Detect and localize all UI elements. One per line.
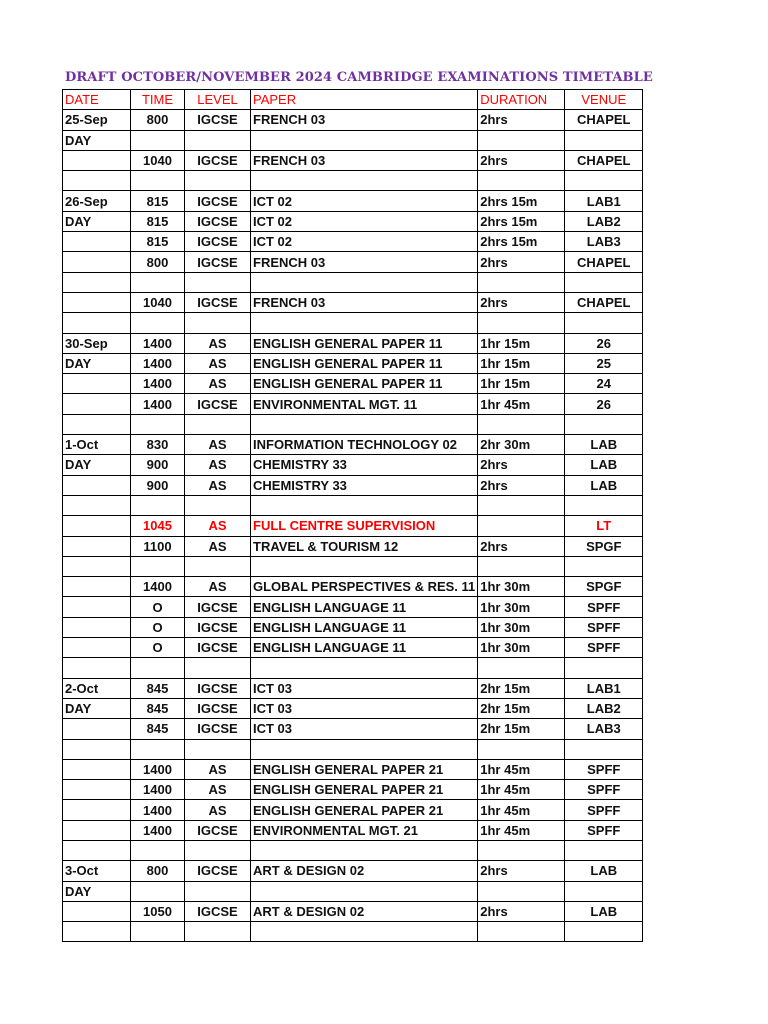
- cell-time: 1400: [131, 333, 185, 353]
- cell-time: 1400: [131, 374, 185, 394]
- cell-time: [131, 414, 185, 434]
- cell-duration: 1hr 15m: [478, 374, 565, 394]
- cell-duration: 1hr 30m: [478, 638, 565, 658]
- table-row: [63, 678, 643, 698]
- cell-duration: [478, 658, 565, 678]
- cell-time: 1100: [131, 536, 185, 556]
- table-row: [63, 495, 643, 515]
- cell-level: AS: [185, 577, 251, 597]
- header-date: DATE: [63, 90, 131, 110]
- cell-time: [131, 658, 185, 678]
- cell-paper: ENVIRONMENTAL MGT. 11: [251, 394, 478, 414]
- table-row: [63, 232, 643, 252]
- cell-time: [131, 922, 185, 942]
- cell-venue: [565, 922, 643, 942]
- table-row: [63, 861, 643, 881]
- cell-level: [185, 739, 251, 759]
- cell-venue: SPFF: [565, 638, 643, 658]
- cell-time: 1400: [131, 759, 185, 779]
- cell-date: [63, 374, 131, 394]
- cell-paper: [251, 556, 478, 576]
- cell-time: [131, 272, 185, 292]
- table-row: [63, 719, 643, 739]
- cell-duration: 1hr 45m: [478, 820, 565, 840]
- table-row: [63, 800, 643, 820]
- cell-date: [63, 272, 131, 292]
- cell-paper: ICT 02: [251, 211, 478, 231]
- cell-date: [63, 475, 131, 495]
- cell-paper: ICT 03: [251, 678, 478, 698]
- table-row: [63, 617, 643, 637]
- cell-paper: ICT 03: [251, 698, 478, 718]
- cell-paper: FRENCH 03: [251, 150, 478, 170]
- cell-level: IGCSE: [185, 394, 251, 414]
- cell-time: 845: [131, 678, 185, 698]
- cell-time: 1040: [131, 150, 185, 170]
- cell-level: AS: [185, 333, 251, 353]
- cell-level: [185, 840, 251, 860]
- cell-duration: 1hr 45m: [478, 780, 565, 800]
- table-row: [63, 597, 643, 617]
- cell-venue: [565, 414, 643, 434]
- cell-paper: ENGLISH LANGUAGE 11: [251, 617, 478, 637]
- cell-paper: ENGLISH GENERAL PAPER 11: [251, 353, 478, 373]
- cell-level: [185, 171, 251, 191]
- cell-venue: LAB2: [565, 211, 643, 231]
- cell-venue: LAB: [565, 455, 643, 475]
- cell-date: [63, 840, 131, 860]
- cell-duration: [478, 130, 565, 150]
- cell-venue: SPFF: [565, 597, 643, 617]
- cell-time: [131, 739, 185, 759]
- cell-date: [63, 313, 131, 333]
- cell-duration: 2hr 15m: [478, 719, 565, 739]
- cell-level: AS: [185, 800, 251, 820]
- cell-venue: LT: [565, 516, 643, 536]
- table-row: [63, 840, 643, 860]
- cell-venue: 24: [565, 374, 643, 394]
- cell-paper: ENGLISH GENERAL PAPER 21: [251, 759, 478, 779]
- cell-date: [63, 556, 131, 576]
- cell-date: [63, 597, 131, 617]
- cell-level: IGCSE: [185, 901, 251, 921]
- cell-paper: ENGLISH GENERAL PAPER 21: [251, 780, 478, 800]
- header-time: TIME: [131, 90, 185, 110]
- table-row: [63, 922, 643, 942]
- cell-venue: SPGF: [565, 577, 643, 597]
- cell-duration: [478, 171, 565, 191]
- cell-venue: CHAPEL: [565, 292, 643, 312]
- cell-date: DAY: [63, 455, 131, 475]
- cell-venue: SPFF: [565, 759, 643, 779]
- table-row: [63, 638, 643, 658]
- cell-date: DAY: [63, 130, 131, 150]
- cell-date: [63, 780, 131, 800]
- cell-venue: SPFF: [565, 780, 643, 800]
- cell-venue: [565, 313, 643, 333]
- cell-date: [63, 820, 131, 840]
- cell-level: AS: [185, 780, 251, 800]
- cell-date: [63, 252, 131, 272]
- cell-date: [63, 232, 131, 252]
- header-row: [63, 90, 643, 110]
- cell-time: [131, 881, 185, 901]
- cell-venue: LAB: [565, 861, 643, 881]
- cell-time: 900: [131, 475, 185, 495]
- cell-venue: [565, 881, 643, 901]
- cell-venue: LAB2: [565, 698, 643, 718]
- cell-duration: 1hr 30m: [478, 577, 565, 597]
- table-row: [63, 414, 643, 434]
- table-row: [63, 516, 643, 536]
- cell-duration: 2hr 15m: [478, 698, 565, 718]
- cell-duration: [478, 840, 565, 860]
- cell-paper: TRAVEL & TOURISM 12: [251, 536, 478, 556]
- cell-date: [63, 171, 131, 191]
- cell-duration: 2hr 30m: [478, 435, 565, 455]
- cell-level: [185, 414, 251, 434]
- cell-paper: [251, 658, 478, 678]
- cell-level: [185, 922, 251, 942]
- cell-level: [185, 495, 251, 515]
- cell-venue: 26: [565, 333, 643, 353]
- cell-time: [131, 313, 185, 333]
- cell-date: [63, 495, 131, 515]
- cell-paper: ENGLISH GENERAL PAPER 21: [251, 800, 478, 820]
- cell-date: [63, 414, 131, 434]
- cell-level: IGCSE: [185, 597, 251, 617]
- table-row: [63, 536, 643, 556]
- cell-duration: 2hrs: [478, 150, 565, 170]
- table-row: [63, 475, 643, 495]
- cell-date: DAY: [63, 698, 131, 718]
- cell-level: IGCSE: [185, 719, 251, 739]
- cell-time: 800: [131, 252, 185, 272]
- cell-paper: [251, 414, 478, 434]
- table-row: [63, 292, 643, 312]
- cell-venue: LAB3: [565, 719, 643, 739]
- cell-duration: 2hrs: [478, 292, 565, 312]
- cell-time: O: [131, 638, 185, 658]
- table-row: [63, 333, 643, 353]
- cell-venue: [565, 171, 643, 191]
- cell-duration: [478, 495, 565, 515]
- cell-date: [63, 516, 131, 536]
- cell-level: IGCSE: [185, 211, 251, 231]
- cell-date: [63, 901, 131, 921]
- cell-paper: ENGLISH LANGUAGE 11: [251, 638, 478, 658]
- cell-time: 1050: [131, 901, 185, 921]
- cell-date: 26-Sep: [63, 191, 131, 211]
- table-row: [63, 759, 643, 779]
- cell-venue: 26: [565, 394, 643, 414]
- cell-venue: SPGF: [565, 536, 643, 556]
- cell-venue: SPFF: [565, 820, 643, 840]
- cell-level: AS: [185, 516, 251, 536]
- cell-level: AS: [185, 374, 251, 394]
- cell-date: DAY: [63, 881, 131, 901]
- cell-level: IGCSE: [185, 150, 251, 170]
- cell-paper: FRENCH 03: [251, 292, 478, 312]
- cell-venue: SPFF: [565, 617, 643, 637]
- table-row: [63, 130, 643, 150]
- cell-level: [185, 313, 251, 333]
- cell-level: IGCSE: [185, 617, 251, 637]
- cell-level: [185, 130, 251, 150]
- table-row: [63, 394, 643, 414]
- cell-duration: [478, 922, 565, 942]
- cell-duration: 2hrs: [478, 901, 565, 921]
- cell-time: [131, 171, 185, 191]
- cell-time: [131, 495, 185, 515]
- cell-venue: [565, 130, 643, 150]
- cell-time: 800: [131, 110, 185, 130]
- cell-paper: [251, 495, 478, 515]
- cell-time: O: [131, 597, 185, 617]
- cell-venue: LAB1: [565, 678, 643, 698]
- cell-level: [185, 658, 251, 678]
- cell-level: IGCSE: [185, 252, 251, 272]
- cell-time: 815: [131, 191, 185, 211]
- cell-date: 2-Oct: [63, 678, 131, 698]
- table-row: [63, 577, 643, 597]
- header-paper: PAPER: [251, 90, 478, 110]
- cell-paper: ICT 02: [251, 191, 478, 211]
- table-row: [63, 171, 643, 191]
- cell-duration: 1hr 15m: [478, 333, 565, 353]
- cell-date: [63, 759, 131, 779]
- cell-venue: LAB3: [565, 232, 643, 252]
- cell-date: [63, 719, 131, 739]
- cell-duration: 1hr 45m: [478, 759, 565, 779]
- cell-paper: ENVIRONMENTAL MGT. 21: [251, 820, 478, 840]
- cell-paper: FRENCH 03: [251, 110, 478, 130]
- cell-level: IGCSE: [185, 820, 251, 840]
- cell-paper: [251, 840, 478, 860]
- cell-paper: [251, 739, 478, 759]
- cell-paper: GLOBAL PERSPECTIVES & RES. 11: [251, 577, 478, 597]
- cell-time: 830: [131, 435, 185, 455]
- table-row: [63, 556, 643, 576]
- cell-level: [185, 556, 251, 576]
- cell-venue: LAB: [565, 475, 643, 495]
- cell-venue: LAB: [565, 435, 643, 455]
- cell-date: DAY: [63, 353, 131, 373]
- cell-date: 1-Oct: [63, 435, 131, 455]
- cell-time: 1045: [131, 516, 185, 536]
- cell-venue: [565, 840, 643, 860]
- cell-level: IGCSE: [185, 638, 251, 658]
- cell-venue: [565, 556, 643, 576]
- cell-duration: [478, 881, 565, 901]
- cell-paper: ART & DESIGN 02: [251, 901, 478, 921]
- header-duration: DURATION: [478, 90, 565, 110]
- cell-duration: [478, 414, 565, 434]
- cell-paper: FULL CENTRE SUPERVISION: [251, 516, 478, 536]
- cell-paper: ENGLISH GENERAL PAPER 11: [251, 333, 478, 353]
- header-level: LEVEL: [185, 90, 251, 110]
- table-row: [63, 252, 643, 272]
- cell-date: [63, 800, 131, 820]
- cell-time: 1400: [131, 820, 185, 840]
- cell-time: 1400: [131, 780, 185, 800]
- cell-date: [63, 658, 131, 678]
- cell-level: IGCSE: [185, 110, 251, 130]
- cell-duration: 2hr 15m: [478, 678, 565, 698]
- cell-duration: 2hrs 15m: [478, 232, 565, 252]
- cell-time: 1040: [131, 292, 185, 312]
- cell-date: [63, 292, 131, 312]
- cell-venue: LAB1: [565, 191, 643, 211]
- cell-paper: ENGLISH GENERAL PAPER 11: [251, 374, 478, 394]
- cell-time: 815: [131, 232, 185, 252]
- cell-paper: [251, 313, 478, 333]
- table-row: [63, 698, 643, 718]
- cell-duration: [478, 272, 565, 292]
- cell-paper: [251, 881, 478, 901]
- table-row: [63, 739, 643, 759]
- cell-duration: 2hrs: [478, 861, 565, 881]
- cell-date: [63, 617, 131, 637]
- table-row: [63, 881, 643, 901]
- cell-duration: 1hr 45m: [478, 800, 565, 820]
- cell-time: 1400: [131, 577, 185, 597]
- cell-paper: ICT 03: [251, 719, 478, 739]
- cell-duration: 2hrs: [478, 110, 565, 130]
- table-row: [63, 820, 643, 840]
- cell-level: IGCSE: [185, 232, 251, 252]
- table-row: [63, 780, 643, 800]
- cell-time: O: [131, 617, 185, 637]
- cell-level: [185, 881, 251, 901]
- cell-duration: 1hr 30m: [478, 617, 565, 637]
- cell-duration: [478, 739, 565, 759]
- cell-paper: CHEMISTRY 33: [251, 455, 478, 475]
- table-row: [63, 211, 643, 231]
- cell-venue: [565, 739, 643, 759]
- cell-duration: [478, 313, 565, 333]
- cell-paper: ENGLISH LANGUAGE 11: [251, 597, 478, 617]
- cell-level: AS: [185, 455, 251, 475]
- cell-date: [63, 577, 131, 597]
- cell-level: [185, 272, 251, 292]
- cell-duration: [478, 516, 565, 536]
- cell-venue: CHAPEL: [565, 150, 643, 170]
- table-row: [63, 313, 643, 333]
- cell-duration: 1hr 45m: [478, 394, 565, 414]
- cell-level: AS: [185, 475, 251, 495]
- cell-level: AS: [185, 353, 251, 373]
- cell-date: 25-Sep: [63, 110, 131, 130]
- cell-duration: 2hrs: [478, 252, 565, 272]
- cell-venue: CHAPEL: [565, 252, 643, 272]
- cell-duration: 2hrs 15m: [478, 211, 565, 231]
- cell-duration: 1hr 30m: [478, 597, 565, 617]
- cell-level: AS: [185, 536, 251, 556]
- table-row: [63, 658, 643, 678]
- cell-time: 1400: [131, 394, 185, 414]
- cell-venue: 25: [565, 353, 643, 373]
- cell-date: 3-Oct: [63, 861, 131, 881]
- cell-venue: CHAPEL: [565, 110, 643, 130]
- cell-duration: 2hrs: [478, 475, 565, 495]
- cell-time: 845: [131, 719, 185, 739]
- cell-time: 845: [131, 698, 185, 718]
- table-row: [63, 901, 643, 921]
- cell-date: DAY: [63, 211, 131, 231]
- timetable: [62, 89, 643, 942]
- cell-paper: [251, 130, 478, 150]
- table-row: [63, 435, 643, 455]
- cell-level: AS: [185, 759, 251, 779]
- cell-date: [63, 739, 131, 759]
- cell-paper: FRENCH 03: [251, 252, 478, 272]
- cell-paper: [251, 171, 478, 191]
- cell-paper: INFORMATION TECHNOLOGY 02: [251, 435, 478, 455]
- cell-time: [131, 556, 185, 576]
- table-row: [63, 374, 643, 394]
- cell-date: [63, 150, 131, 170]
- cell-duration: 2hrs: [478, 455, 565, 475]
- cell-level: IGCSE: [185, 698, 251, 718]
- cell-time: [131, 130, 185, 150]
- page-title: DRAFT OCTOBER/NOVEMBER 2024 CAMBRIDGE EXAMINATIONS TIMETABLE: [65, 70, 653, 85]
- cell-level: IGCSE: [185, 678, 251, 698]
- table-row: [63, 110, 643, 130]
- table-row: [63, 455, 643, 475]
- cell-venue: LAB: [565, 901, 643, 921]
- cell-level: IGCSE: [185, 292, 251, 312]
- header-venue: VENUE: [565, 90, 643, 110]
- cell-level: IGCSE: [185, 861, 251, 881]
- cell-date: [63, 394, 131, 414]
- cell-venue: SPFF: [565, 800, 643, 820]
- cell-duration: 2hrs: [478, 536, 565, 556]
- cell-date: [63, 922, 131, 942]
- cell-date: [63, 638, 131, 658]
- cell-duration: [478, 556, 565, 576]
- cell-paper: ART & DESIGN 02: [251, 861, 478, 881]
- cell-time: 800: [131, 861, 185, 881]
- cell-paper: [251, 922, 478, 942]
- cell-date: [63, 536, 131, 556]
- cell-level: AS: [185, 435, 251, 455]
- cell-paper: CHEMISTRY 33: [251, 475, 478, 495]
- cell-time: [131, 840, 185, 860]
- cell-time: 1400: [131, 353, 185, 373]
- cell-duration: 2hrs 15m: [478, 191, 565, 211]
- cell-venue: [565, 658, 643, 678]
- cell-time: 1400: [131, 800, 185, 820]
- cell-venue: [565, 272, 643, 292]
- table-row: [63, 191, 643, 211]
- table-row: [63, 353, 643, 373]
- cell-time: 815: [131, 211, 185, 231]
- cell-duration: 1hr 15m: [478, 353, 565, 373]
- cell-time: 900: [131, 455, 185, 475]
- cell-paper: [251, 272, 478, 292]
- cell-level: IGCSE: [185, 191, 251, 211]
- table-row: [63, 150, 643, 170]
- cell-paper: ICT 02: [251, 232, 478, 252]
- table-row: [63, 272, 643, 292]
- cell-date: 30-Sep: [63, 333, 131, 353]
- cell-venue: [565, 495, 643, 515]
